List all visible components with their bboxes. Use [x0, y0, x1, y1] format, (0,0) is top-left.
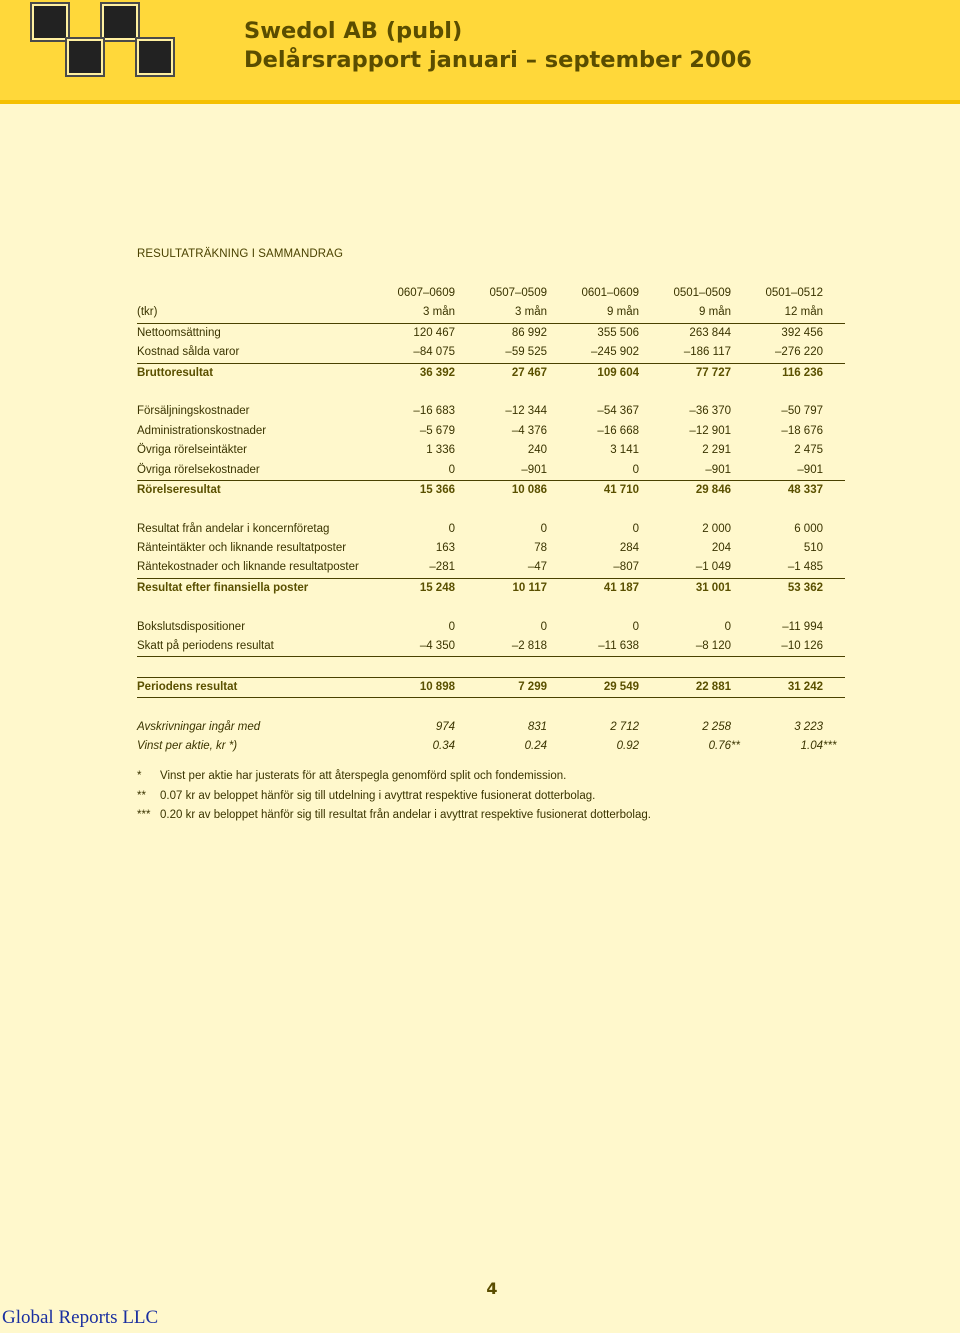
- cell-value: 29 549: [603, 680, 639, 693]
- table-cell: [355, 681, 455, 693]
- cell-value: 0.34: [432, 739, 455, 752]
- period-header-row: [137, 284, 845, 303]
- table-cell: [539, 542, 639, 554]
- cell-value: 15 248: [419, 581, 455, 594]
- table-cell: [539, 621, 639, 633]
- table-cell: [355, 346, 455, 358]
- unit-cell: 3 mån: [515, 306, 547, 319]
- income-statement-table: [137, 284, 845, 756]
- table-cell: [631, 464, 731, 476]
- table-cell: [723, 464, 823, 476]
- cell-value: 10 086: [511, 483, 547, 496]
- cell-value: 31 242: [787, 680, 823, 693]
- table-cell: [723, 484, 823, 496]
- cell-value: 29 846: [695, 483, 731, 496]
- table-cell: [447, 640, 547, 652]
- cell-value: 2 712: [610, 720, 639, 733]
- table-cell: [631, 444, 731, 456]
- cell-footnote-mark: ***: [823, 739, 837, 752]
- row-label: Ränteintäkter och liknande resultatposter: [137, 542, 347, 555]
- table-cell: [539, 640, 639, 652]
- cell-value: –2 818: [511, 640, 547, 653]
- table-cell: [355, 582, 455, 594]
- table-cell: [631, 721, 731, 733]
- cell-value: 0.76: [708, 739, 731, 752]
- period-header: 0607–0609: [397, 287, 455, 299]
- cell-value: 0: [448, 463, 455, 476]
- table-cell: [447, 721, 547, 733]
- table-cell: [723, 561, 823, 573]
- table-cell: [447, 367, 547, 379]
- footnote-text: Vinst per aktie har justerats för att återspegla genomförd split och fondemission.: [160, 770, 567, 782]
- table-cell: [447, 542, 547, 554]
- table-cell: [447, 582, 547, 594]
- table-cell: [539, 561, 639, 573]
- cell-value: –5 679: [419, 424, 455, 437]
- cell-value: 116 236: [782, 366, 823, 379]
- cell-value: 0: [632, 463, 639, 476]
- table-cell: [631, 484, 731, 496]
- table-cell: [355, 640, 455, 652]
- table-cell: [631, 346, 731, 358]
- row-label: Periodens resultat: [137, 680, 238, 693]
- row-label: Avskrivningar ingår med: [137, 720, 261, 733]
- table-cell: [539, 367, 639, 379]
- row-label: Bokslutsdispositioner: [137, 620, 246, 633]
- cell-footnote-mark: **: [731, 739, 740, 752]
- row-label: Resultat från andelar i koncernföretag: [137, 522, 330, 535]
- cell-value: 163: [435, 542, 455, 555]
- page-header: [0, 0, 960, 104]
- table-row: [137, 558, 845, 578]
- cell-value: –18 676: [781, 424, 823, 437]
- report-title: Delårsrapport januari – september 2006: [244, 47, 752, 73]
- table-cell: [539, 405, 639, 417]
- table-cell: [723, 367, 823, 379]
- cell-value: 41 187: [603, 581, 639, 594]
- cell-value: 0: [724, 620, 731, 633]
- table-row: [137, 461, 845, 481]
- table-row: [137, 324, 845, 343]
- cell-value: 974: [435, 720, 455, 733]
- cell-value: –245 902: [591, 346, 639, 359]
- table-cell: [355, 327, 455, 339]
- cell-value: 263 844: [689, 326, 731, 339]
- table-cell: [355, 464, 455, 476]
- header-title-block: [244, 17, 752, 75]
- table-cell: [723, 740, 845, 752]
- table-cell: [631, 582, 731, 594]
- table-cell: [447, 327, 547, 339]
- footnote-text: 0.07 kr av beloppet hänför sig till utdelning i avyttrat respektive fusionerat dotterbolag.: [160, 789, 596, 802]
- cell-value: –47: [527, 561, 547, 574]
- unit-cell: 9 mån: [699, 306, 731, 319]
- table-cell: [447, 621, 547, 633]
- cell-value: –4 376: [511, 424, 547, 437]
- cell-value: 0: [540, 620, 547, 633]
- row-label: Övriga rörelsekostnader: [137, 463, 260, 476]
- cell-value: 36 392: [419, 366, 455, 379]
- cell-value: 0: [448, 522, 455, 535]
- spacer: [137, 657, 845, 677]
- table-row: [137, 637, 845, 657]
- cell-value: 0: [632, 522, 639, 535]
- cell-value: 2 475: [794, 444, 823, 457]
- table-cell: [631, 640, 731, 652]
- cell-value: 0: [540, 522, 547, 535]
- table-cell: [723, 327, 823, 339]
- table-cell: [723, 640, 823, 652]
- table-row: [137, 718, 845, 737]
- cell-value: 41 710: [603, 483, 639, 496]
- table-row: [137, 481, 845, 500]
- table-cell: [355, 621, 455, 633]
- cell-value: 3 141: [610, 444, 639, 457]
- cell-value: –901: [705, 463, 731, 476]
- row-label: Resultat efter finansiella poster: [137, 581, 309, 594]
- cell-value: 22 881: [695, 680, 731, 693]
- table-cell: [631, 405, 731, 417]
- table-cell: [355, 561, 455, 573]
- table-cell: [631, 621, 731, 633]
- table-cell: [447, 464, 547, 476]
- cell-value: 1.04: [800, 739, 823, 752]
- footnote-mark: **: [137, 789, 146, 802]
- table-cell: [539, 425, 639, 437]
- footnote-mark: ***: [137, 809, 151, 821]
- table-cell: [723, 444, 823, 456]
- section-title: RESULTATRÄKNING I SAMMANDRAG: [137, 248, 343, 260]
- cell-value: 831: [527, 720, 547, 733]
- table-cell: [539, 327, 639, 339]
- cell-value: 10 117: [512, 581, 547, 594]
- cell-value: –84 075: [413, 346, 455, 359]
- cell-value: 204: [711, 542, 731, 555]
- cell-value: –807: [613, 561, 639, 574]
- cell-value: 0.92: [616, 739, 639, 752]
- cell-value: –10 126: [781, 640, 823, 653]
- company-logo: [30, 2, 180, 78]
- table-cell: [355, 484, 455, 496]
- table-cell: [355, 523, 455, 535]
- cell-value: 510: [803, 542, 823, 555]
- table-cell: [355, 542, 455, 554]
- row-label: Räntekostnader och liknande resultatposter: [137, 561, 359, 574]
- table-cell: [447, 346, 547, 358]
- table-cell: [355, 721, 455, 733]
- table-cell: [723, 681, 823, 693]
- cell-value: 120 467: [413, 326, 455, 339]
- period-header: 0501–0509: [673, 287, 731, 299]
- cell-value: 27 467: [511, 366, 547, 379]
- table-cell: [447, 681, 547, 693]
- table-row: [137, 579, 845, 598]
- period-header: 0601–0609: [581, 287, 639, 299]
- cell-value: 77 727: [695, 366, 731, 379]
- cell-value: 6 000: [794, 522, 823, 535]
- table-cell: [539, 346, 639, 358]
- cell-value: 0.24: [524, 739, 547, 752]
- cell-value: –901: [521, 463, 547, 476]
- table-cell: [723, 542, 823, 554]
- table-row: [137, 343, 845, 363]
- period-header: 0501–0512: [765, 287, 823, 299]
- table-cell: [355, 405, 455, 417]
- table-cell: [723, 582, 823, 594]
- table-cell: [539, 582, 639, 594]
- cell-value: –59 525: [505, 346, 547, 359]
- cell-value: –8 120: [695, 640, 731, 653]
- cell-value: –54 367: [597, 405, 639, 418]
- unit-cell: 12 mån: [784, 306, 823, 319]
- table-row: [137, 520, 845, 539]
- table-cell: [355, 367, 455, 379]
- cell-value: 392 456: [781, 326, 823, 339]
- table-cell: [631, 561, 731, 573]
- table-cell: [631, 681, 731, 693]
- table-row: [137, 441, 845, 460]
- table-cell: [631, 425, 731, 437]
- unit-row: [137, 303, 845, 323]
- table-cell: [355, 425, 455, 437]
- table-cell: [723, 621, 823, 633]
- cell-value: 2 000: [702, 522, 731, 535]
- table-cell: [631, 542, 731, 554]
- cell-value: 284: [619, 542, 639, 555]
- table-cell: [447, 425, 547, 437]
- table-cell: [539, 464, 639, 476]
- row-label: Övriga rörelseintäkter: [137, 444, 247, 457]
- table-row: [137, 678, 845, 698]
- table-row: [137, 364, 845, 383]
- row-label: Försäljningskostnader: [137, 405, 250, 418]
- table-cell: [539, 444, 639, 456]
- cell-value: –186 117: [683, 346, 731, 359]
- table-cell: [447, 444, 547, 456]
- unit-cell: 9 mån: [607, 306, 639, 319]
- cell-value: 109 604: [597, 366, 639, 379]
- cell-value: –16 668: [597, 424, 639, 437]
- cell-value: –36 370: [689, 405, 731, 418]
- table-cell: [539, 721, 639, 733]
- table-cell: [723, 523, 823, 535]
- cell-value: –11 638: [598, 640, 639, 653]
- cell-value: 53 362: [787, 581, 823, 594]
- cell-value: 1 336: [426, 444, 455, 457]
- cell-value: 2 291: [702, 444, 731, 457]
- cell-value: 15 366: [419, 483, 455, 496]
- spacer: [137, 698, 845, 717]
- table-cell: [539, 484, 639, 496]
- table-row: [137, 618, 845, 637]
- cell-value: 78: [534, 542, 547, 555]
- table-cell: [355, 444, 455, 456]
- cell-value: 240: [527, 444, 547, 457]
- spacer: [137, 500, 845, 519]
- cell-value: 0: [632, 620, 639, 633]
- cell-value: –12 901: [689, 424, 731, 437]
- table-row: [137, 737, 845, 756]
- cell-value: 48 337: [787, 483, 823, 496]
- cell-value: 0: [448, 620, 455, 633]
- cell-value: –1 049: [695, 561, 731, 574]
- page-number: 4: [486, 1279, 498, 1298]
- cell-value: 3 223: [794, 720, 823, 733]
- row-label: Skatt på periodens resultat: [137, 640, 274, 653]
- table-cell: [631, 523, 731, 535]
- table-cell: [723, 405, 823, 417]
- cell-value: –11 994: [782, 620, 823, 633]
- table-row: [137, 402, 845, 421]
- row-label: Nettoomsättning: [137, 326, 221, 339]
- unit-cell: 3 mån: [423, 306, 455, 319]
- row-label: Vinst per aktie, kr *): [137, 739, 238, 752]
- table-cell: [447, 523, 547, 535]
- cell-value: –1 485: [787, 561, 823, 574]
- period-header: 0507–0509: [489, 287, 547, 299]
- spacer: [137, 383, 845, 402]
- row-label: Administrationskostnader: [137, 424, 267, 437]
- table-cell: [539, 523, 639, 535]
- table-cell: [723, 425, 823, 437]
- table-cell: [723, 721, 823, 733]
- table-cell: [631, 367, 731, 379]
- table-cell: [447, 561, 547, 573]
- cell-value: 355 506: [597, 326, 639, 339]
- spacer: [137, 598, 845, 617]
- footnote-mark: *: [137, 770, 142, 782]
- footnote-text: 0.20 kr av beloppet hänför sig till resultat från andelar i avyttrat respektive fusionerat dotterbolag.: [160, 809, 651, 821]
- table-cell: [447, 484, 547, 496]
- cell-value: 31 001: [695, 581, 731, 594]
- row-label: Kostnad sålda varor: [137, 346, 240, 359]
- cell-value: –12 344: [505, 405, 547, 418]
- cell-value: 86 992: [511, 326, 547, 339]
- cell-value: 10 898: [419, 680, 455, 693]
- footer-brand: Global Reports LLC: [2, 1307, 159, 1328]
- unit-label: (tkr): [137, 306, 158, 319]
- table-cell: [631, 327, 731, 339]
- cell-value: –50 797: [781, 405, 823, 418]
- cell-value: –4 350: [419, 640, 455, 653]
- table-cell: [447, 405, 547, 417]
- cell-value: –901: [797, 463, 823, 476]
- company-name: Swedol AB (publ): [244, 18, 463, 44]
- table-row: [137, 422, 845, 441]
- cell-value: –281: [429, 561, 455, 574]
- cell-value: 7 299: [518, 680, 547, 693]
- table-cell: [539, 681, 639, 693]
- cell-value: –276 220: [775, 346, 823, 359]
- row-label: Bruttoresultat: [137, 366, 214, 379]
- table-cell: [723, 346, 823, 358]
- row-label: Rörelseresultat: [137, 483, 221, 496]
- table-row: [137, 539, 845, 558]
- cell-value: 2 258: [702, 720, 731, 733]
- cell-value: –16 683: [413, 405, 455, 418]
